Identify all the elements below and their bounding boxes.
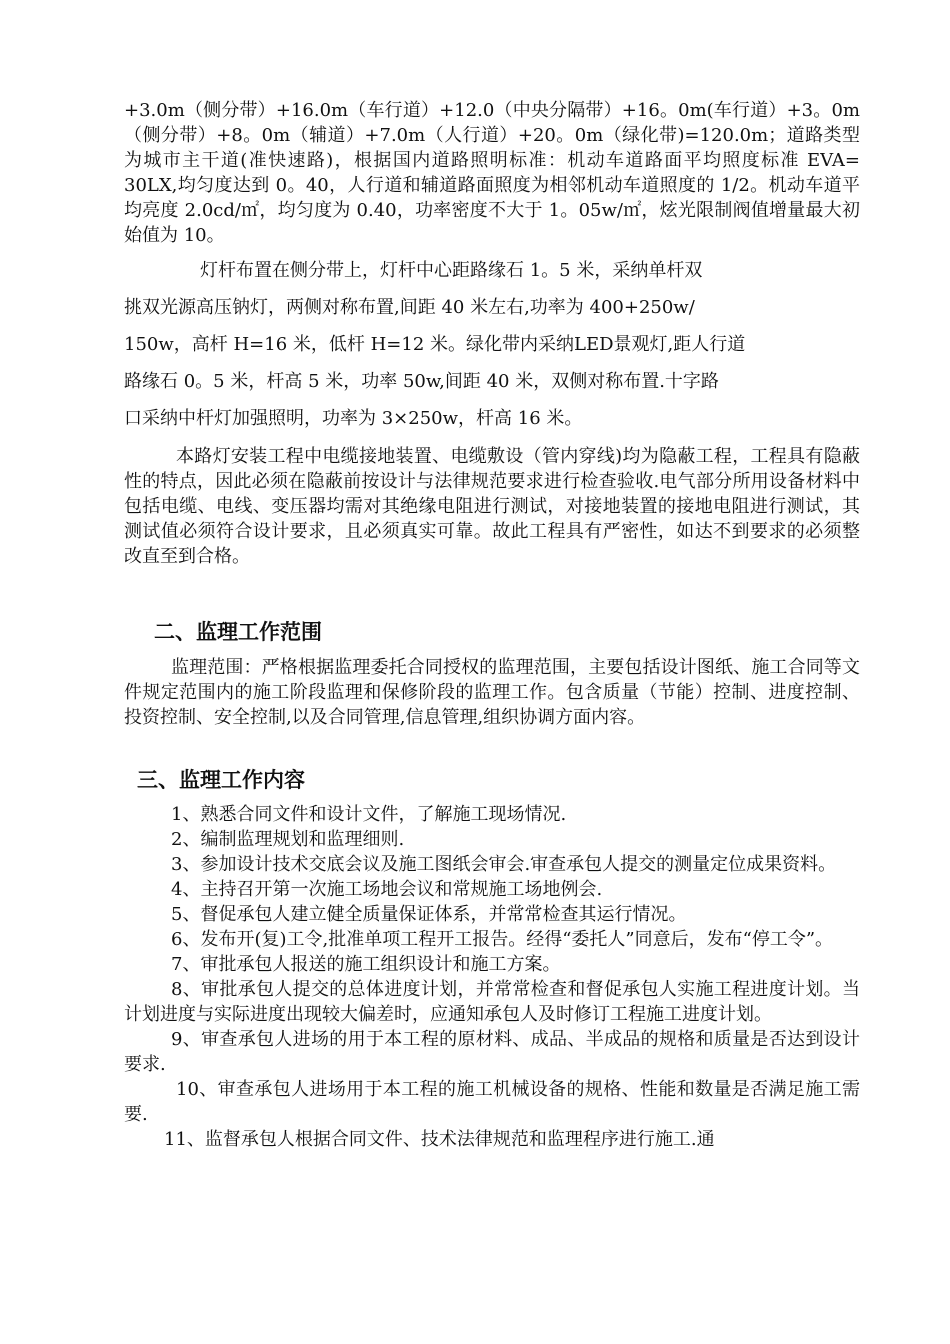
section-heading-content: 三、监理工作内容 (137, 768, 305, 792)
section-heading-scope: 二、监理工作范围 (154, 620, 322, 644)
list-item: 4、主持召开第一次施工场地会议和常规施工场地例会. (171, 879, 603, 900)
list-item: 10、审查承包人进场用于本工程的施工机械设备的规格、性能和数量是否满足施工需要. (124, 1079, 860, 1125)
paragraph-line: 150w，高杆 H=16 米，低杆 H=12 米。绿化带内采纳LED景观灯,距人行道 (124, 334, 746, 355)
paragraph-text: 监理范围：严格根据监理委托合同授权的监理范围，主要包括设计图纸、施工合同等文件规定范围内的施工阶段监理和保修阶段的监理工作。包含质量（节能）控制、进度控制、投资控制、安全控制,以及合同管理,信息管理,组织协调方面内容。 (124, 657, 860, 728)
list-item: 5、督促承包人建立健全质量保证体系，并常常检查其运行情况。 (171, 904, 687, 925)
list-item: 8、审批承包人提交的总体进度计划，并常常检查和督促承包人实施工程进度计划。当计划进度与实际进度出现较大偏差时，应通知承包人及时修订工程施工进度计划。 (124, 979, 860, 1025)
list-item: 11、监督承包人根据合同文件、技术法律规范和监理程序进行施工.通 (164, 1129, 715, 1150)
list-item: 7、审批承包人报送的施工组织设计和施工方案。 (171, 954, 561, 975)
list-item: 1、熟悉合同文件和设计文件，了解施工现场情况. (171, 804, 567, 825)
paragraph-road-section (124, 98, 860, 248)
list-item: 6、发布开(复)工令,批准单项工程开工报告。经得“委托人”同意后，发布“停工令”。 (171, 929, 834, 950)
paragraph-scope (124, 655, 860, 730)
list-item: 9、审查承包人进场的用于本工程的原材料、成品、半成品的规格和质量是否达到设计要求. (124, 1029, 860, 1075)
paragraph-text: +3.0m（侧分带）+16.0m（车行道）+12.0（中央分隔带）+16。0m(车行道）+3。0m（侧分带）+8。0m（辅道）+7.0m（人行道）+20。0m（绿化带)=120.0m；道路类型为城市主干道(准快速路)，根据国内道路照明标准：机动车道路面平均照度标准 EVA= 30LX,均匀度达到 0。40，人行道和辅道路面照度为相邻机动车道照度的 1/2。机动车道平均亮度 2.0cd/㎡，均匀度为 0.40，功率密度不大于 1。05w/㎡，炫光限制阀值增量最大初始值为 10。 (124, 100, 860, 246)
paragraph-text: 本路灯安装工程中电缆接地装置、电缆敷设（管内穿线)均为隐蔽工程，工程具有隐蔽性的特点，因此必须在隐蔽前按设计与法律规范要求进行检查验收.电气部分所用设备材料中包括电缆、电线、变压器均需对其绝缘电阻进行测试，对接地装置的接地电阻进行测试，其测试值必须符合设计要求，且必须真实可靠。故此工程具有严密性，如达不到要求的必须整改直至到合格。 (124, 446, 860, 567)
list-item: 2、编制监理规划和监理细则. (171, 829, 405, 850)
paragraph-line: 灯杆布置在侧分带上，灯杆中心距路缘石 1。5 米，采纳单杆双 (200, 260, 703, 281)
paragraph-line: 路缘石 0。5 米，杆高 5 米，功率 50w,间距 40 米，双侧对称布置.十字路 (124, 371, 719, 392)
paragraph-pole-layout (124, 252, 860, 437)
work-content-list (124, 802, 860, 1152)
paragraph-line: 口采纳中杆灯加强照明，功率为 3×250w，杆高 16 米。 (124, 408, 583, 429)
paragraph-concealed-works (124, 444, 860, 569)
paragraph-line: 挑双光源高压钠灯，两侧对称布置,间距 40 米左右,功率为 400+250w/ (124, 297, 695, 318)
list-item: 3、参加设计技术交底会议及施工图纸会审会.审查承包人提交的测量定位成果资料。 (171, 854, 837, 875)
